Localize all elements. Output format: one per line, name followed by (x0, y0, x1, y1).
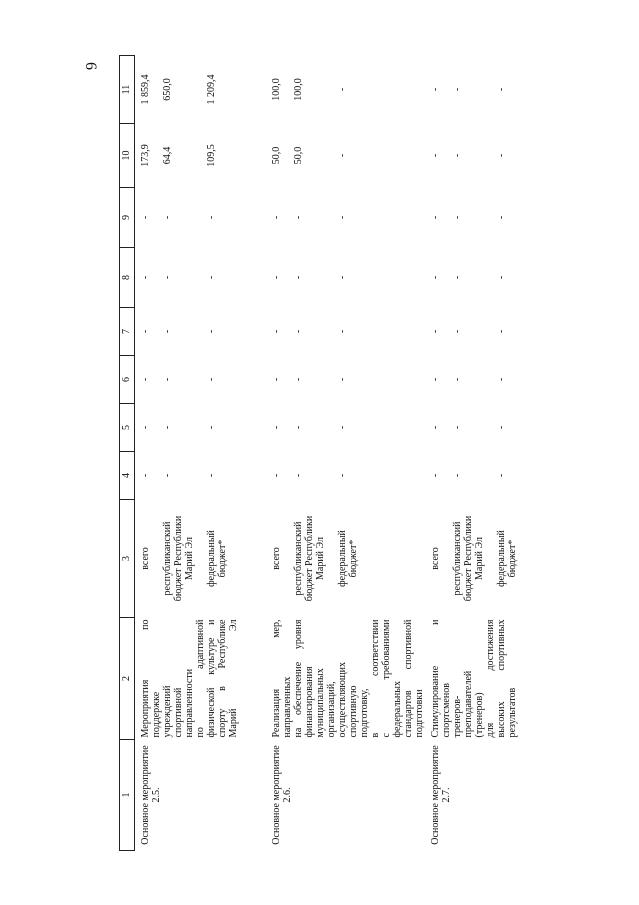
value: - (337, 425, 348, 430)
spacer (304, 358, 326, 402)
column-header: 5 (120, 404, 135, 452)
value-cell (425, 188, 518, 248)
spacer (463, 58, 485, 122)
funding-source-line: бюджет* (348, 539, 359, 578)
funding-source-line: всего (271, 547, 282, 570)
description-line: стандартов спортивной (403, 619, 414, 738)
spacer (173, 358, 195, 402)
value: - (293, 425, 304, 430)
value: - (271, 425, 282, 430)
funding-table (119, 55, 518, 851)
spacer (195, 250, 206, 306)
description-line: осуществляющих (337, 662, 348, 738)
value: - (496, 215, 507, 220)
activity-description (425, 618, 518, 740)
activity-name: Основное мероприятие 2.6. (271, 745, 293, 845)
value: 100,0 (271, 78, 282, 101)
description-line: организаций, (326, 681, 337, 738)
value-cell (135, 248, 267, 308)
funding-source-line: всего (430, 547, 441, 570)
value: - (430, 425, 441, 430)
spacer (441, 58, 452, 122)
description-line: спорту в Республике (217, 619, 228, 738)
spacer (463, 406, 485, 450)
description-line: Марий Эл (228, 619, 239, 738)
value-cell (135, 188, 267, 248)
column-header: 1 (120, 740, 135, 851)
value: - (337, 215, 348, 220)
value-cell (135, 452, 267, 500)
description-line: направленности (184, 668, 195, 738)
description-line: физической культуре и (206, 619, 217, 738)
description-line: Стимулирование и (430, 619, 441, 738)
value: - (162, 377, 173, 382)
spacer (195, 502, 206, 616)
spacer (441, 502, 452, 616)
value-cell (266, 404, 425, 452)
value: - (140, 473, 151, 478)
description-line: тренеров- (452, 695, 463, 738)
value-cell (135, 308, 267, 356)
spacer (441, 126, 452, 186)
spacer (173, 310, 195, 354)
funding-source-line: бюджет* (507, 539, 518, 578)
description-line: результатов (507, 687, 518, 738)
value: - (206, 377, 217, 382)
funding-source-line: бюджет Республики (173, 515, 184, 602)
table-row (266, 56, 425, 851)
spacer (326, 126, 337, 186)
activity-name: Основное мероприятие 2.5. (140, 745, 162, 845)
value: - (140, 329, 151, 334)
value: - (430, 215, 441, 220)
spacer (173, 250, 195, 306)
value-cell (135, 56, 267, 124)
value: - (496, 425, 507, 430)
spacer (151, 126, 162, 186)
value: - (337, 329, 348, 334)
description-line: спортивной (173, 687, 184, 738)
spacer (463, 310, 485, 354)
description-line: по адаптивной (195, 619, 206, 738)
spacer (151, 250, 162, 306)
funding-source-line: республиканский (452, 521, 463, 596)
funding-source-line: Марий Эл (315, 537, 326, 580)
spacer (304, 310, 326, 354)
value: - (162, 425, 173, 430)
description-line: федеральных (392, 681, 403, 738)
spacer (463, 190, 485, 246)
description-line: спортивную (348, 685, 359, 738)
spacer (195, 190, 206, 246)
value: - (496, 87, 507, 92)
value: - (496, 473, 507, 478)
value-cell (425, 124, 518, 188)
value: - (452, 329, 463, 334)
column-header: 4 (120, 452, 135, 500)
value: - (452, 425, 463, 430)
spacer (282, 190, 293, 246)
spacer (463, 358, 485, 402)
spacer (151, 406, 162, 450)
value: - (293, 377, 304, 382)
description-line: для достижения (485, 619, 496, 738)
value: - (496, 275, 507, 280)
spacer (441, 358, 452, 402)
value: - (452, 87, 463, 92)
value-cell (266, 248, 425, 308)
value: - (206, 425, 217, 430)
spacer (485, 190, 496, 246)
description-line: финансирования (304, 666, 315, 738)
spacer (304, 190, 326, 246)
spacer (282, 454, 293, 498)
value: - (293, 473, 304, 478)
funding-source-line: федеральный (337, 530, 348, 587)
value: - (293, 215, 304, 220)
value-cell (266, 356, 425, 404)
value: - (452, 215, 463, 220)
value-cell (135, 124, 267, 188)
value-cell (425, 452, 518, 500)
value: - (271, 377, 282, 382)
column-header: 3 (120, 500, 135, 618)
value: - (430, 153, 441, 158)
spacer (441, 190, 452, 246)
value: 1 209,4 (206, 74, 217, 105)
value: - (496, 329, 507, 334)
value: - (271, 215, 282, 220)
value: 173,9 (140, 144, 151, 167)
description-line: преподавателей (463, 670, 474, 738)
description-line: учреждений (162, 685, 173, 738)
value-cell (266, 56, 425, 124)
activity-name: Основное мероприятие 2.7. (430, 745, 452, 845)
value: 650,0 (162, 78, 173, 101)
spacer (173, 454, 195, 498)
value: 109,5 (206, 144, 217, 167)
spacer (304, 250, 326, 306)
spacer (304, 406, 326, 450)
value: 50,0 (293, 146, 304, 165)
spacer (151, 58, 162, 122)
description-line: Реализация мер, (271, 619, 282, 738)
funding-source-line: бюджет Республики (304, 515, 315, 602)
spacer (282, 126, 293, 186)
funding-source-line: республиканский (293, 521, 304, 596)
value-cell (266, 124, 425, 188)
spacer (151, 454, 162, 498)
value: - (337, 377, 348, 382)
funding-source-line: федеральный (496, 530, 507, 587)
value: - (140, 275, 151, 280)
spacer (282, 502, 293, 616)
value: - (496, 153, 507, 158)
value: - (496, 377, 507, 382)
value-cell (266, 308, 425, 356)
value: - (430, 87, 441, 92)
spacer (463, 126, 485, 186)
spacer (282, 250, 293, 306)
spacer (441, 454, 452, 498)
description-line: подготовки (414, 689, 425, 738)
funding-source-line: Марий Эл (184, 537, 195, 580)
column-header: 6 (120, 356, 135, 404)
spacer (195, 126, 206, 186)
value-cell (425, 308, 518, 356)
value-cell (425, 56, 518, 124)
value: 50,0 (271, 146, 282, 165)
spacer (173, 190, 195, 246)
description-line: в соответствии (370, 619, 381, 738)
column-header: 11 (120, 56, 135, 124)
spacer (463, 250, 485, 306)
description-line: с требованиями (381, 619, 392, 738)
value: - (206, 473, 217, 478)
value: - (162, 215, 173, 220)
description-line: высоких спортивных (496, 619, 507, 738)
value: - (140, 425, 151, 430)
value: - (452, 377, 463, 382)
value: - (162, 275, 173, 280)
value: - (271, 275, 282, 280)
spacer (485, 454, 496, 498)
value-cell (266, 452, 425, 500)
spacer (173, 406, 195, 450)
spacer (485, 502, 496, 616)
activity-description (266, 618, 425, 740)
spacer (195, 454, 206, 498)
spacer (195, 358, 206, 402)
value: - (430, 329, 441, 334)
value: - (293, 275, 304, 280)
value: - (337, 87, 348, 92)
spacer (463, 454, 485, 498)
description-line: (тренеров) (474, 692, 485, 738)
value: 1 859,4 (140, 74, 151, 105)
value: - (337, 153, 348, 158)
spacer (151, 310, 162, 354)
description-line: муниципальных (315, 668, 326, 738)
value: - (271, 329, 282, 334)
spacer (485, 310, 496, 354)
funding-source-line: бюджет Республики (463, 515, 474, 602)
spacer (282, 406, 293, 450)
spacer (441, 406, 452, 450)
value: - (162, 473, 173, 478)
spacer (173, 58, 195, 122)
description-line: Мероприятия по поддержке (140, 619, 162, 738)
spacer (326, 190, 337, 246)
value: - (452, 153, 463, 158)
value: - (430, 377, 441, 382)
value: - (140, 377, 151, 382)
value: - (206, 215, 217, 220)
spacer (326, 358, 337, 402)
spacer (326, 250, 337, 306)
value-cell (135, 404, 267, 452)
spacer (195, 310, 206, 354)
spacer (485, 58, 496, 122)
value: - (206, 275, 217, 280)
value-cell (425, 404, 518, 452)
funding-source-line: республиканский (162, 521, 173, 596)
column-header: 8 (120, 248, 135, 308)
spacer (151, 502, 162, 616)
spacer (485, 250, 496, 306)
funding-source-line: всего (140, 547, 151, 570)
spacer (326, 58, 337, 122)
spacer (151, 190, 162, 246)
column-number-header-row (120, 56, 135, 851)
value: - (271, 473, 282, 478)
activity-description (135, 618, 267, 740)
column-header: 7 (120, 308, 135, 356)
value: - (430, 473, 441, 478)
value: - (140, 215, 151, 220)
spacer (195, 58, 206, 122)
spacer (485, 358, 496, 402)
funding-source-line: бюджет* (217, 539, 228, 578)
spacer (326, 454, 337, 498)
spacer (173, 126, 195, 186)
value-cell (266, 188, 425, 248)
rotated-table-container (119, 56, 524, 851)
value-cell (425, 248, 518, 308)
description-line: направленных (282, 676, 293, 738)
description-line: подготовку, (359, 688, 370, 738)
value: - (452, 473, 463, 478)
funding-sources (266, 500, 425, 618)
value: - (206, 329, 217, 334)
table-body (135, 56, 519, 851)
column-header: 2 (120, 618, 135, 740)
funding-source-line: федеральный (206, 530, 217, 587)
spacer (326, 310, 337, 354)
funding-source-line: Марий Эл (474, 537, 485, 580)
spacer (485, 406, 496, 450)
column-header: 10 (120, 124, 135, 188)
column-header: 9 (120, 188, 135, 248)
value: - (337, 473, 348, 478)
description-line: спортсменов (441, 683, 452, 738)
table-row (135, 56, 267, 851)
funding-sources (425, 500, 518, 618)
value-cell (135, 356, 267, 404)
spacer (304, 126, 326, 186)
description-line: на обеспечение уровня (293, 619, 304, 738)
value: - (430, 275, 441, 280)
value: - (452, 275, 463, 280)
spacer (282, 58, 293, 122)
page-number: 6 (82, 62, 99, 70)
value-cell (425, 356, 518, 404)
spacer (304, 58, 326, 122)
spacer (326, 406, 337, 450)
spacer (441, 310, 452, 354)
spacer (151, 358, 162, 402)
spacer (282, 358, 293, 402)
spacer (485, 126, 496, 186)
spacer (304, 454, 326, 498)
table-row (425, 56, 518, 851)
spacer (326, 502, 337, 616)
spacer (195, 406, 206, 450)
spacer (441, 250, 452, 306)
value: 64,4 (162, 146, 173, 165)
spacer (282, 310, 293, 354)
funding-sources (135, 500, 267, 618)
value: - (293, 329, 304, 334)
value: - (162, 329, 173, 334)
value: - (337, 275, 348, 280)
value: 100,0 (293, 78, 304, 101)
